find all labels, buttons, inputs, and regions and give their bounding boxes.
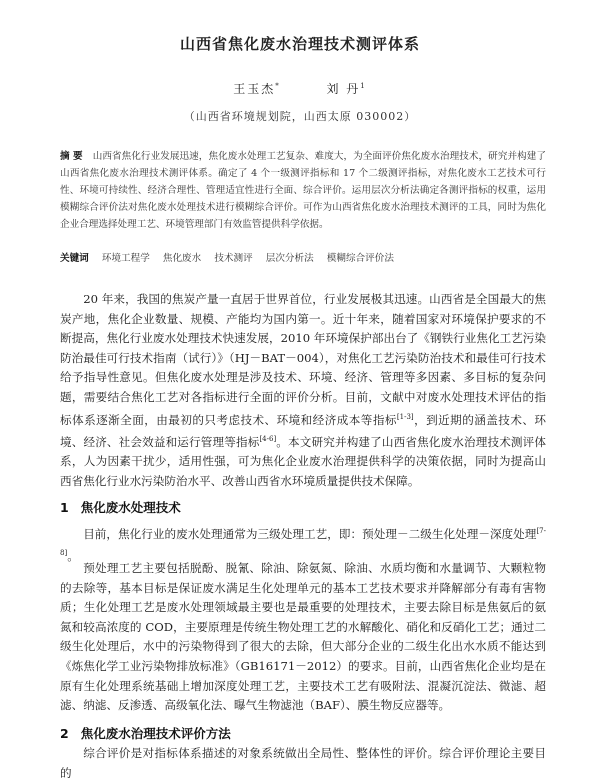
keyword: 层次分析法 xyxy=(265,253,314,264)
abstract-text: 山西省焦化行业发展迅速，焦化废水处理工艺复杂、难度大，为全面评价焦化废水治理技术，研究并构建了山西省焦化废水治理技术测评体系。确定了 4 个一级测评指标和 17 个二级测评指标，对焦化废水工艺技术可行性、环境可持续性、经济合理性、管理适宜性进行全面、综合评价。运用层次分析法确定各测评指标的权重，运用模糊综合评价法对焦化废水处理技术进行模糊综合评价。可作为山西省焦化废水治理技术测评的工具，同时为焦化企业合理选择处理工艺、环境管理部门有效监管提供科学依据。 xyxy=(60,151,546,230)
section-number: 2 xyxy=(60,726,69,741)
section-title: 焦化废水处理技术 xyxy=(80,500,181,515)
abstract-label: 摘 要 xyxy=(60,151,83,162)
section-1-paragraph-2: 预处理工艺主要包括脱酚、脱氰、除油、除氨氮、除油、水质均衡和水量调节、大颗粒物的去除等，基本目标是保证废水满足生化处理单元的基本工艺技术要求并降解部分有毒有害物质；生化处理工艺是废水处理领域最主要也是最重要的处理技术，主要去除目标是焦氨后的氨氮和较高浓度的 COD，主要原理是传统生物处理工艺的水解酸化、硝化和反硝化工艺；通过二级生化处理后，水中的污染物得到了很大的去除，但大部分企业的二级生化出水水质不能达到《炼焦化学工业污染物排放标准》（GB16171－2012）的要求。目前，山西省焦化企业均是在原有生化处理系统基础上增加深度处理工艺，主要技术工艺有吸附法、混凝沉淀法、微滤、超滤、纳滤、反渗透、高级氧化法、曝气生物滤池（BAF）、膜生物反应器等。 xyxy=(60,561,546,713)
keywords xyxy=(60,251,546,267)
section-1-heading xyxy=(60,498,181,516)
keywords-label: 关键词 xyxy=(60,253,89,264)
paragraph-end: 。 xyxy=(67,549,79,564)
keyword: 模糊综合评价法 xyxy=(326,253,394,264)
author-line xyxy=(0,80,600,97)
keyword: 环境工程学 xyxy=(101,253,150,264)
author-2: 刘 丹 xyxy=(326,82,361,96)
keyword: 焦化废水 xyxy=(162,253,202,264)
paragraph-text: 目前，焦化行业的废水处理通常为三级处理工艺，即：预处理－二级生化处理－深度处理 xyxy=(83,526,537,541)
citation: [7-8] xyxy=(60,527,546,558)
citation: [1-3] xyxy=(396,412,414,421)
author-1-mark: * xyxy=(275,82,281,90)
citation: [4-6] xyxy=(259,435,277,444)
paper-title: 山西省焦化废水治理技术测评体系 xyxy=(179,35,420,53)
intro-text-c: 。本文研究并构建了山西省焦化废水治理技术测评体系，人为因素干扰少，适用性强，可为焦化企业废水治理提供科学的决策依据，同时为提高山西省焦化行业水污染防治水平、改善山西省水环境质量提供技术保障。 xyxy=(60,434,546,489)
section-2-paragraph-1: 综合评价是对指标体系描述的对象系统做出全局性、整体性的评价。综合评价理论主要目的 xyxy=(60,746,546,780)
section-title: 焦化废水治理技术评价方法 xyxy=(80,726,231,741)
affiliation: （山西省环境规划院，山西太原 030002） xyxy=(183,110,417,123)
author-2-mark: 1 xyxy=(360,82,367,90)
author-1: 王玉杰 xyxy=(233,82,276,96)
section-number: 1 xyxy=(60,500,69,515)
intro-text-a: 20 年来，我国的焦炭产量一直居于世界首位，行业发展极其迅速。山西省是全国最大的焦炭产地，焦化企业数量、规模、产能均为国内第一。近十年来，随着国家对环境保护要求的不断提高，焦化行业废水处理技术快速发展，2010 年环境保护部出台了《钢铁行业焦化工艺污染防治最佳可行技术指南（试行）》（HJ－BAT－004），对焦化工艺污染防治技术和最佳可行技术给予指导性意见。但焦化废水处理是涉及技术、环境、经济、管理等多因素、多目标的复杂问题，需要结合焦化工艺对各指标进行全面的评价分析。目前，文献中对废水处理技术评估的指标体系逐渐全面，由最初的只考虑技术、环境和经济成本等指标 xyxy=(60,292,546,427)
intro-text-b: ，到近期的涵盖技术、环境、经济、社会效益和运行管理等指标 xyxy=(60,412,546,449)
intro-paragraph xyxy=(60,290,546,492)
keyword: 技术测评 xyxy=(214,253,253,264)
abstract xyxy=(60,149,546,234)
section-2-heading xyxy=(60,724,231,742)
